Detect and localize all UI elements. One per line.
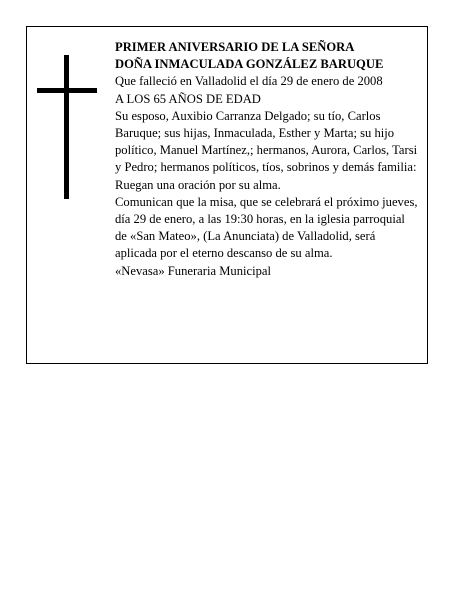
cross-horizontal-bar xyxy=(37,88,97,93)
heading-line-1: PRIMER ANIVERSARIO DE LA SEÑORA xyxy=(115,40,355,54)
mass-text: Comunican que la misa, que se celebrará el próximo jueves, día 29 de enero, a las 19:30 horas, en la iglesia parroquial de «San Mateo», (La Anunciata) de Valladolid, será aplicada por el eterno descanso de su alma. xyxy=(115,194,418,261)
prayer-request: Ruegan una oración por su alma. xyxy=(115,177,281,192)
age-info: A LOS 65 AÑOS DE EDAD xyxy=(115,91,261,106)
cross-icon xyxy=(37,55,97,199)
cross-vertical-bar xyxy=(64,55,69,199)
notice-text xyxy=(115,39,419,280)
heading-line-2: DOÑA INMACULADA GONZÁLEZ BARUQUE xyxy=(115,57,384,72)
obituary-notice xyxy=(26,26,428,364)
family-text: Su esposo, Auxibio Carranza Delgado; su tío, Carlos Baruque; sus hijas, Inmaculada, Esther y Marta; su hijo político, Manuel Martínez,; hermanos, Aurora, Carlos, Tarsi y Pedro; hermanos políticos, tíos, sobrinos y demás familia: xyxy=(115,108,418,175)
death-info: Que falleció en Valladolid el día 29 de enero de 2008 xyxy=(115,74,383,89)
funeral-home: «Nevasa» Funeraria Municipal xyxy=(115,263,271,278)
